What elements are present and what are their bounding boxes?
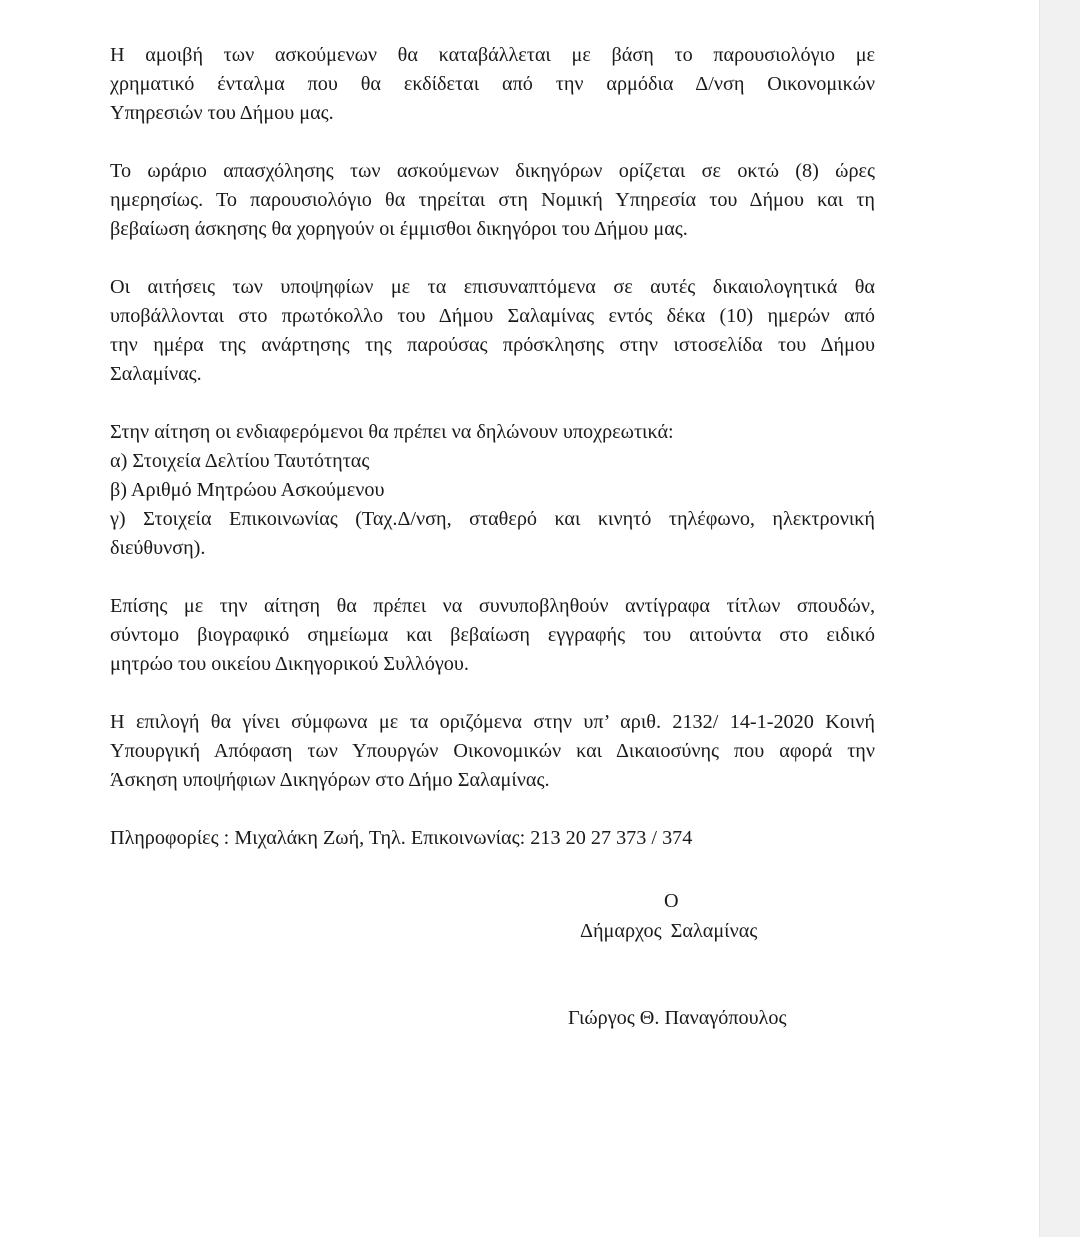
list-item: α) Στοιχεία Δελτίου Ταυτότητας xyxy=(110,450,370,472)
text-line: υποβάλλονται στο πρωτόκολλο του Δήμου Σαλαμίνας εντός δέκα (10) ημερών από xyxy=(110,305,875,327)
contact-line: Πληροφορίες : Μιχαλάκη Ζωή, Τηλ. Επικοινωνίας: 213 20 27 373 / 374 xyxy=(110,827,693,849)
text-line: σύντομο βιογραφικό σημείωμα και βεβαίωση εγγραφής του αιτούντα στο ειδικό xyxy=(110,624,875,646)
text-line: Οι αιτήσεις των υποψηφίων με τα επισυναπτόμενα σε αυτές δικαιολογητικά θα xyxy=(110,276,875,298)
text-line: Άσκηση υποψήφιων Δικηγόρων στο Δήμο Σαλαμίνας. xyxy=(110,769,550,791)
list-item: γ) Στοιχεία Επικοινωνίας (Ταχ.Δ/νση, σταθερό και κινητό τηλέφωνο, ηλεκτρονική xyxy=(110,508,875,530)
requirements-intro: Στην αίτηση οι ενδιαφερόμενοι θα πρέπει να δηλώνουν υποχρεωτικά: xyxy=(110,421,674,443)
text-line: Υπηρεσιών του Δήμου μας. xyxy=(110,102,334,124)
signature-title: Δήμαρχος Σαλαμίνας xyxy=(580,920,758,942)
paragraph-working-hours xyxy=(110,157,875,244)
requirements-list xyxy=(110,418,875,563)
text-line: Το ωράριο απασχόλησης των ασκούμενων δικηγόρων ορίζεται σε οκτώ (8) ώρες xyxy=(110,160,875,182)
text-line: Υπουργική Απόφαση των Υπουργών Οικονομικών και Δικαιοσύνης που αφορά την xyxy=(110,740,875,762)
list-item: β) Αριθμό Μητρώου Ασκούμενου xyxy=(110,479,385,501)
viewer-gutter xyxy=(1040,0,1080,1237)
text-line: Η αμοιβή των ασκούμενων θα καταβάλλεται με βάση το παρουσιολόγιο με xyxy=(110,44,875,66)
signature-article: Ο xyxy=(664,890,679,912)
text-line: μητρώο του οικείου Δικηγορικού Συλλόγου. xyxy=(110,653,469,675)
text-line: βεβαίωση άσκησης θα χορηγούν οι έμμισθοι δικηγόροι του Δήμου μας. xyxy=(110,218,688,240)
text-line: Επίσης με την αίτηση θα πρέπει να συνυποβληθούν αντίγραφα τίτλων σπουδών, xyxy=(110,595,875,617)
paragraph-attachments xyxy=(110,592,875,679)
contact-info xyxy=(110,824,875,853)
text-line: Σαλαμίνας. xyxy=(110,363,202,385)
paragraph-applications xyxy=(110,273,875,389)
list-item-continuation: διεύθυνση). xyxy=(110,537,206,559)
text-line: ημερησίως. Το παρουσιολόγιο θα τηρείται στη Νομική Υπηρεσία του Δήμου και τη xyxy=(110,189,875,211)
text-line: Η επιλογή θα γίνει σύμφωνα με τα οριζόμενα στην υπ’ αριθ. 2132/ 14-1-2020 Κοινή xyxy=(110,711,875,733)
text-line: την ημέρα της ανάρτησης της παρούσας πρόσκλησης στην ιστοσελίδα του Δήμου xyxy=(110,334,875,356)
document-body xyxy=(110,41,875,882)
signature-name: Γιώργος Θ. Παναγόπουλος xyxy=(568,1007,787,1029)
paragraph-selection xyxy=(110,708,875,795)
text-line: χρηματικό ένταλμα που θα εκδίδεται από την αρμόδια Δ/νση Οικονομικών xyxy=(110,73,875,95)
paragraph-payment xyxy=(110,41,875,128)
